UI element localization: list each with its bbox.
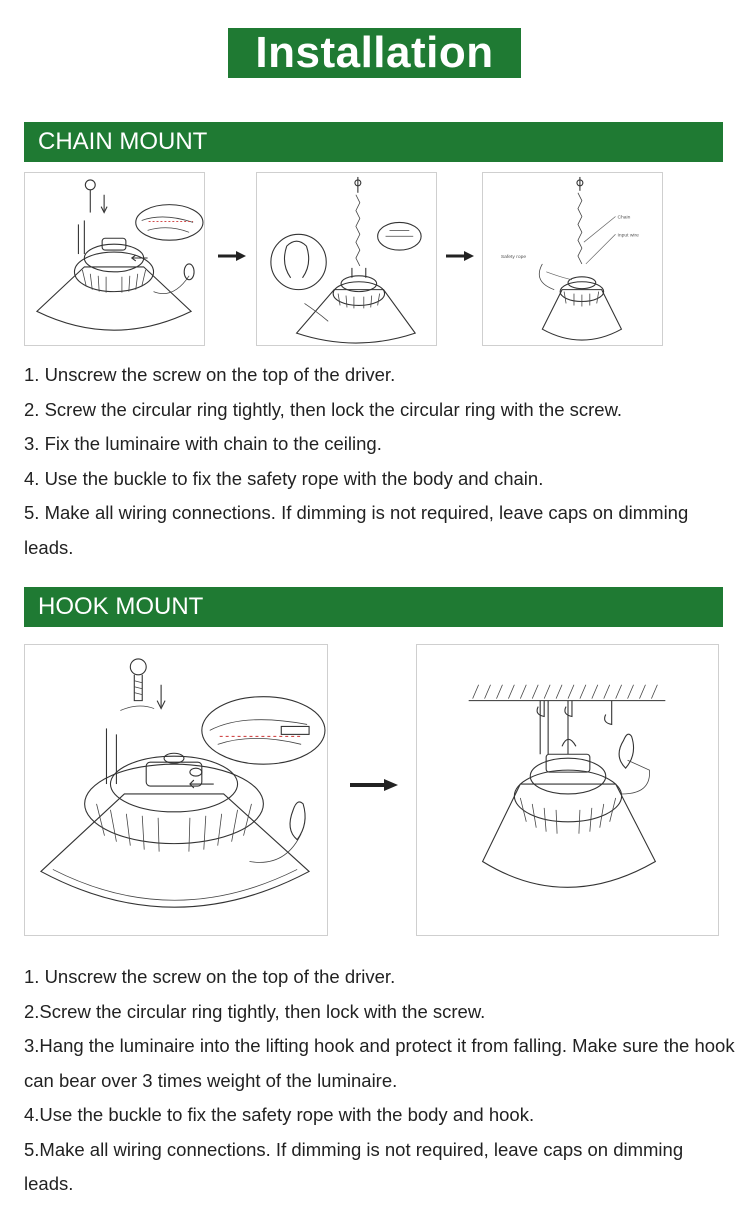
list-item: 2. Screw the circular ring tightly, then lock the circular ring with the screw.: [24, 398, 623, 420]
chain-mount-steps: [24, 358, 736, 565]
list-item: 5. Make all wiring connections. If dimming is not required, leave caps on dimming leads.: [24, 502, 689, 558]
chain-label: Chain: [617, 215, 631, 221]
chain-mount-heading: CHAIN MOUNT: [24, 122, 723, 162]
chain-step-2-illustration: [256, 172, 437, 346]
list-item: 1. Unscrew the screw on the top of the driver.: [24, 364, 396, 385]
list-item: 5.Make all wiring connections. If dimming is not required, leave caps on dimming leads.: [24, 1138, 684, 1194]
arrow-right-icon: [446, 248, 474, 266]
list-item: 3.Hang the luminaire into the lifting hook and protect it from falling. Make sure the hook can bear over 3 times weight of the luminaire.: [24, 1035, 735, 1091]
arrow-right-icon: [218, 248, 246, 266]
chain-step-1-illustration: [24, 172, 205, 346]
list-item: 4. Use the buckle to fix the safety rope with the body and chain.: [24, 467, 544, 489]
arrow-right-icon: [350, 778, 398, 796]
hook-mount-heading: HOOK MOUNT: [24, 587, 723, 627]
list-item: 4.Use the buckle to fix the safety rope with the body and hook.: [24, 1104, 535, 1125]
page-title: Installation: [255, 28, 494, 77]
hook-step-2-illustration: [416, 644, 719, 936]
page-title-banner: [228, 28, 521, 78]
chain-step-3-illustration: [482, 172, 663, 346]
safety-rope-label: Safety rope: [500, 255, 527, 261]
hook-step-1-illustration: [24, 644, 328, 936]
input-wire-label: Input wire: [617, 233, 639, 239]
hook-mount-steps: [24, 960, 736, 1202]
list-item: 1. Unscrew the screw on the top of the driver.: [24, 966, 396, 987]
list-item: 2.Screw the circular ring tightly, then lock with the screw.: [24, 1000, 486, 1022]
list-item: 3. Fix the luminaire with chain to the ceiling.: [24, 433, 382, 454]
